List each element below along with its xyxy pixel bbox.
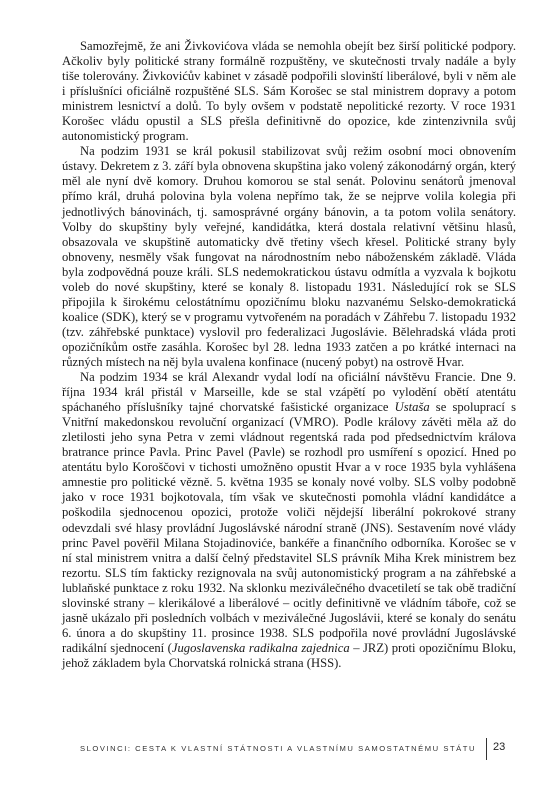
italic-term: Ustaša	[394, 400, 430, 415]
page-number: 23	[493, 741, 506, 753]
body-text	[62, 39, 516, 671]
paragraph-1: Samozřejmě, že ani Živkovićova vláda se nemohla obejít bez širší politické podpory. Ačkoliv byly politické strany formálně rozpuštěny, ve skutečnosti trvaly nadále a byly tiše tolerovány. Živkovićův kabinet v zásadě podpořili slovinští liberálové, byli v něm ale i příslušníci oficiálně rozpuštěné SLS. Sám Korošec se stal ministrem dopravy a potom ministrem lesnictví a dolů. To byly ovšem v podstatě nepolitické rezorty. V roce 1931 Korošec vládu opustil a SLS přešla definitivně do opozice, kde zintenzivnila svůj autonomistický program.	[62, 39, 516, 144]
paragraph-3: Na podzim 1934 se král Alexandr vydal lodí na oficiální návštěvu Francie. Dne 9. října 1934 král přistál v Marseille, kde se stal vzápětí po vylodění obětí atentátu spáchaného příslušníky tajné chorvatské fašistické organizace Ustaša se spoluprací s Vnitřní makedonskou revoluční organizací (VMRO). Podle královy závěti měla až do zletilosti jeho syna Petra v zemi vládnout regentská rada pod předsednictvím králova bratrance prince Pavla. Princ Pavel (Pavle) se rozhodl pro usmíření s opozicí. Hned po atentátu bylo Koroščovi v tichosti umožněno opustit Hvar a v roce 1935 byla vyhlášena amnestie pro politické vězně. 5. května 1935 se konaly nové volby. SLS volby podobně jako v roce 1931 bojkotovala, tím však ve skutečnosti pomohla vládní kandidátce a poškodila sjednocenou opozici, protože voliči nějdejší liberální pokrokové strany odevzdali své hlasy provládní Jugoslávské národní straně (JNS). Sestavením nové vlády princ Pavel pověřil Milana Stojadinoviće, bankéře a finančního odborníka. Korošec se v ní stal ministrem vnitra a další čelný představitel SLS právník Miha Krek ministrem bez rezortu. SLS tím fakticky rezignovala na svůj autonomistický program a na záhřebské a lublaňské punktace z roku 1932. Na sklonku meziválečného dvacetiletí se tak obě tradiční slovinské strany – klerikálové a liberálové – ocitly definitivně ve vládním táboře, což se jasně ukázalo při posledních volbách v meziválečné Jugoslávii, které se konaly do senátu 6. února a do skupštiny 11. prosince 1938. SLS podpořila nové provládní Jugoslávské radikální sjednocení (Jugoslavenska radikalna zajednica – JRZ) proti opozičnímu Bloku, jehož základem byla Chorvatská rolnická strana (HSS).	[62, 370, 517, 670]
paragraph-2: Na podzim 1931 se král pokusil stabilizovat svůj režim osobní moci obnovením ústavy. Dekretem z 3. září byla obnovena skupština jako volený zákonodárný orgán, který měl ale nyní dvě komory. Druhou komorou se stal senát. Polovinu senátorů jmenoval přímo král, druhá polovina byla volena nepřímo tak, že se nejprve volila kolegia při jednotlivých bánovinách, tj. samosprávné orgány bánovin, a ta potom volila senátory. Volby do skupštiny byly veřejné, kandidátka, která dostala relativní většinu hlasů, obsazovala ve skupštině automaticky dvě třetiny všech křesel. Politické strany byly obnoveny, nesměly však fungovat na národnostním nebo náboženském základě. Vláda byla zodpovědná pouze králi. SLS nedemokratickou ústavu odmítla a vyzvala k bojkotu voleb do nové skupštiny, které se konaly 8. listopadu 1931. Následující rok se SLS připojila k širokému celostátnímu opozičnímu bloku nazvanému Selsko-demokratická koalice (SDK), který se v programu vytvořeném na poradách v Záhřebu 7. listopadu 1932 (tzv. záhřebské punktace) vyslovil pro federalizaci Jugoslávie. Bělehradská vláda proti opozičníkům ostře zasáhla. Korošec byl 28. ledna 1933 zatčen a po krátké internaci na různých místech na něj byla uvalena konfinace (nucený pobyt) na ostrově Hvar.	[62, 144, 516, 369]
footer-divider	[486, 738, 487, 760]
page-footer	[0, 738, 550, 764]
italic-term: Jugoslavenska radikalna zajednica	[171, 640, 350, 655]
running-head: SLOVINCI: CESTA K VLASTNÍ STÁTNOSTI A VLASTNÍMU SAMOSTATNÉMU STÁTU	[80, 744, 476, 753]
